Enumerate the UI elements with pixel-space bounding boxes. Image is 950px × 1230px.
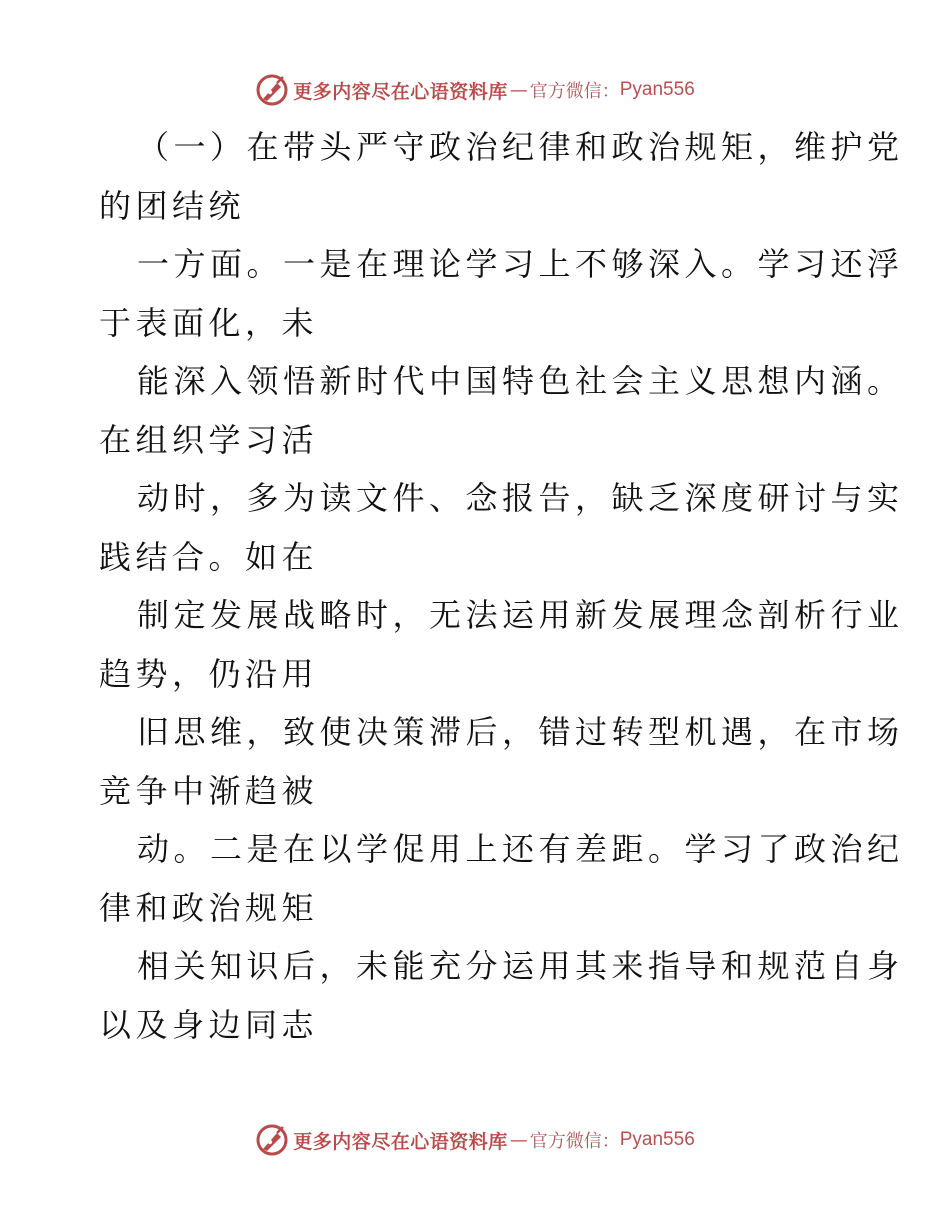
pen-nib-logo-icon bbox=[255, 1123, 289, 1157]
text-line: 竞争中渐趋被 bbox=[99, 772, 319, 810]
text-line: 动时，多为读文件、念报告，缺乏深度研讨与实 bbox=[137, 479, 904, 517]
text-line: 趋势，仍沿用 bbox=[99, 655, 319, 693]
banner-wechat-id: Pyan556 bbox=[619, 1129, 695, 1150]
pen-nib-logo-icon bbox=[255, 73, 289, 107]
text-line: 律和政治规矩 bbox=[99, 889, 319, 927]
text-line: （一）在带头严守政治纪律和政治规矩，维护党 bbox=[137, 128, 904, 166]
text-line: 在组织学习活 bbox=[99, 421, 319, 459]
text-line: 相关知识后，未能充分运用其来指导和规范自身 bbox=[137, 947, 904, 985]
footer-banner bbox=[0, 1120, 950, 1160]
text-line: 于表面化，未 bbox=[99, 304, 319, 342]
header-banner bbox=[0, 70, 950, 110]
banner-separator: — bbox=[509, 79, 528, 101]
text-line: 一方面。一是在理论学习上不够深入。学习还浮 bbox=[137, 245, 904, 283]
text-line: 能深入领悟新时代中国特色社会主义思想内涵。 bbox=[137, 362, 904, 400]
banner-wechat-label: 官方微信： bbox=[529, 1131, 620, 1152]
text-line: 以及身边同志 bbox=[99, 1006, 319, 1044]
text-line: 的团结统 bbox=[99, 187, 246, 225]
text-line: 动。二是在以学促用上还有差距。学习了政治纪 bbox=[137, 830, 904, 868]
banner-wechat-id: Pyan556 bbox=[619, 79, 695, 100]
banner-wechat-label: 官方微信： bbox=[529, 81, 620, 102]
banner-text: 更多内容尽在心语资料库 bbox=[293, 80, 508, 103]
banner-text: 更多内容尽在心语资料库 bbox=[293, 1130, 508, 1153]
text-line: 旧思维，致使决策滞后，错过转型机遇，在市场 bbox=[137, 713, 904, 751]
banner-separator: — bbox=[509, 1129, 528, 1151]
text-line: 制定发展战略时，无法运用新发展理念剖析行业 bbox=[137, 596, 904, 634]
text-line: 践结合。如在 bbox=[99, 538, 319, 576]
